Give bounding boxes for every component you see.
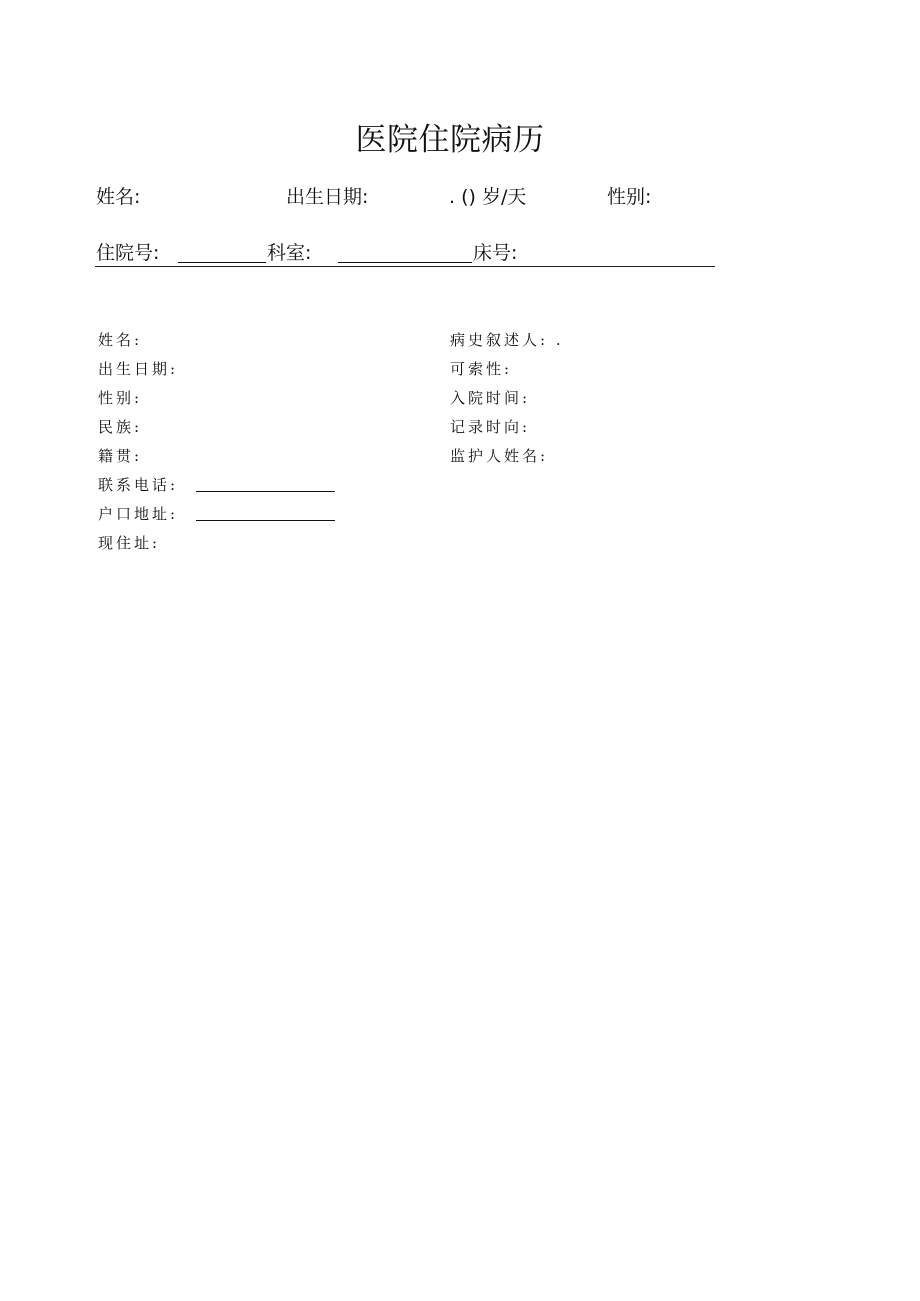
- header-bed-label: 床号:: [473, 242, 518, 264]
- field-sex: 性别:: [98, 389, 143, 407]
- field-record-time: 记录时向:: [450, 418, 531, 436]
- registered-address-blank: [196, 520, 335, 521]
- department-blank: [338, 262, 472, 263]
- field-ethnicity: 民族:: [98, 418, 143, 436]
- field-guardian-name: 监护人姓名:: [450, 447, 549, 465]
- field-name: 姓名:: [98, 331, 143, 349]
- header-name-label: 姓名:: [96, 186, 141, 208]
- field-native-place: 籍贯:: [98, 447, 143, 465]
- header-dob-label: 出生日期:: [286, 186, 369, 208]
- page-title: 医院住院病历: [355, 122, 545, 158]
- header-admission-no-label: 住院号:: [96, 242, 160, 264]
- field-reliability: 可索性:: [450, 360, 513, 378]
- field-current-address: 现住址:: [98, 534, 161, 552]
- header-divider: [95, 266, 715, 267]
- field-dob: 出生日期:: [98, 360, 179, 378]
- field-admission-time: 入院时间:: [450, 389, 531, 407]
- header-sex-label: 性别:: [607, 186, 652, 208]
- field-phone: 联系电话:: [98, 476, 179, 494]
- field-registered-address: 户口地址:: [98, 505, 179, 523]
- header-department-label: 科室:: [267, 242, 312, 264]
- admission-no-blank: [178, 262, 266, 263]
- field-history-narrator: 病史叙述人: .: [450, 331, 564, 349]
- header-age-label: . () 岁/天: [449, 186, 527, 208]
- phone-blank: [196, 491, 335, 492]
